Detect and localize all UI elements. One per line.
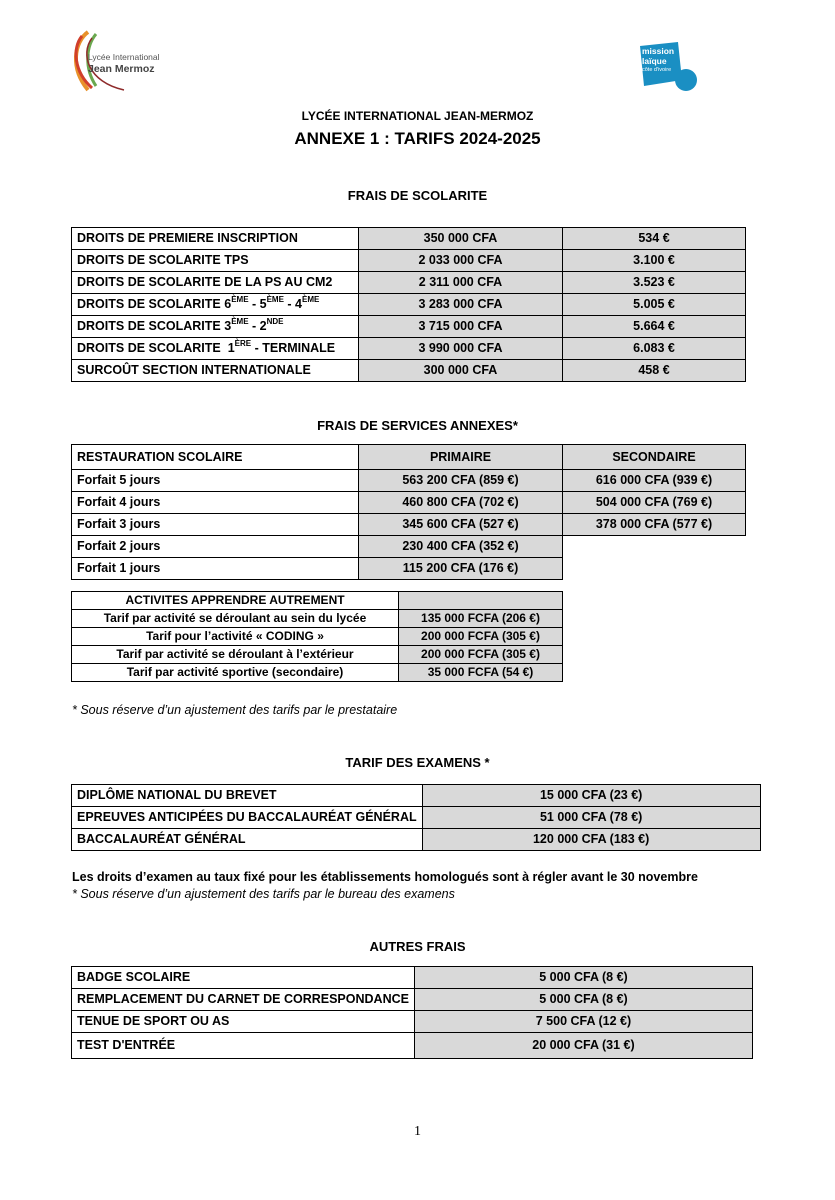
table-row	[72, 536, 746, 558]
row-label: Tarif par activité se déroulant au sein du lycée	[72, 610, 399, 628]
examens-note: * Sous réserve d’un ajustement des tarifs par le bureau des examens	[72, 887, 455, 901]
label-part: - 5	[248, 297, 267, 311]
row-cfa: 3 990 000 CFA	[359, 338, 563, 360]
page-title: ANNEXE 1 : TARIFS 2024-2025	[294, 129, 541, 148]
row-price: 5 000 CFA (8 €)	[414, 967, 752, 989]
row-label: Forfait 4 jours	[72, 492, 359, 514]
activites-header-empty	[399, 592, 563, 610]
row-cfa: 3 715 000 CFA	[359, 316, 563, 338]
row-price: 135 000 FCFA (206 €)	[399, 610, 563, 628]
table-row	[72, 316, 746, 338]
row-cfa: 2 311 000 CFA	[359, 272, 563, 294]
label-sup: NDE	[266, 317, 284, 326]
table-row	[72, 514, 746, 536]
label-part: - TERMINALE	[251, 341, 336, 355]
label-sup: ÈME	[231, 295, 249, 304]
examens-table	[71, 784, 761, 851]
secondaire-header: SECONDAIRE	[563, 445, 746, 470]
row-label: REMPLACEMENT DU CARNET DE CORRESPONDANCE	[72, 989, 415, 1011]
table-row	[72, 338, 746, 360]
autres-title: AUTRES FRAIS	[369, 939, 466, 954]
examens-title: TARIF DES EXAMENS *	[345, 755, 490, 770]
row-cfa: 2 033 000 CFA	[359, 250, 563, 272]
row-label: Tarif par activité sportive (secondaire)	[72, 664, 399, 682]
label-sup: ÈRE	[234, 339, 252, 348]
label-part: DROITS DE SCOLARITE 6	[77, 297, 232, 311]
school-logo-line2: Jean Mermoz	[88, 63, 155, 75]
row-label: Tarif par activité se déroulant à l’extérieur	[72, 646, 399, 664]
table-row	[72, 989, 753, 1011]
table-row	[72, 470, 746, 492]
row-label	[72, 294, 359, 316]
activites-table	[71, 591, 563, 682]
label-part: DROITS DE SCOLARITE 3	[77, 319, 232, 333]
table-row	[72, 646, 563, 664]
row-label: Forfait 2 jours	[72, 536, 359, 558]
label-sup: ÈME	[302, 295, 320, 304]
row-primaire: 460 800 CFA (702 €)	[359, 492, 563, 514]
row-label: Forfait 5 jours	[72, 470, 359, 492]
activites-header: ACTIVITES APPRENDRE AUTREMENT	[72, 592, 399, 610]
row-price: 5 000 CFA (8 €)	[414, 989, 752, 1011]
activites-note: * Sous réserve d’un ajustement des tarifs par le prestataire	[72, 703, 398, 717]
row-label: EPREUVES ANTICIPÉES DU BACCALAURÉAT GÉNÉRAL	[72, 807, 423, 829]
row-label: Tarif pour l’activité « CODING »	[72, 628, 399, 646]
row-price: 200 000 FCFA (305 €)	[399, 646, 563, 664]
row-label: DROITS DE SCOLARITE DE LA PS AU CM2	[72, 272, 359, 294]
row-label: DIPLÔME NATIONAL DU BREVET	[72, 785, 423, 807]
row-secondaire: 504 000 CFA (769 €)	[563, 492, 746, 514]
scolarite-table	[71, 227, 746, 382]
label-part: DROITS DE SCOLARITE 1	[77, 341, 235, 355]
annexes-title: FRAIS DE SERVICES ANNEXES*	[317, 418, 518, 433]
table-row	[72, 610, 563, 628]
row-label: TEST D'ENTRÉE	[72, 1033, 415, 1059]
mission-logo-line2: laïque	[642, 56, 667, 66]
row-secondaire: 378 000 CFA (577 €)	[563, 514, 746, 536]
row-price: 7 500 CFA (12 €)	[414, 1011, 752, 1033]
row-price: 200 000 FCFA (305 €)	[399, 628, 563, 646]
empty-cell	[563, 536, 746, 558]
school-name: LYCÉE INTERNATIONAL JEAN-MERMOZ	[301, 109, 534, 123]
mission-logo-line3: côte d'ivoire	[642, 67, 672, 73]
school-logo	[66, 28, 186, 98]
scolarite-title: FRAIS DE SCOLARITE	[347, 188, 488, 203]
row-eur: 458 €	[563, 360, 746, 382]
row-label	[72, 316, 359, 338]
table-row	[72, 228, 746, 250]
row-primaire: 345 600 CFA (527 €)	[359, 514, 563, 536]
row-label: DROITS DE PREMIERE INSCRIPTION	[72, 228, 359, 250]
row-eur: 3.100 €	[563, 250, 746, 272]
row-label	[72, 338, 359, 360]
row-label: TENUE DE SPORT OU AS	[72, 1011, 415, 1033]
row-price: 15 000 CFA (23 €)	[422, 785, 760, 807]
row-cfa: 350 000 CFA	[359, 228, 563, 250]
row-label: SURCOÛT SECTION INTERNATIONALE	[72, 360, 359, 382]
table-row	[72, 664, 563, 682]
examens-notice: Les droits d’examen au taux fixé pour les établissements homologués sont à régler avant le 30 novembre	[72, 870, 698, 884]
empty-cell	[563, 558, 746, 580]
row-primaire: 115 200 CFA (176 €)	[359, 558, 563, 580]
table-header-row	[72, 445, 746, 470]
row-primaire: 230 400 CFA (352 €)	[359, 536, 563, 558]
row-price: 35 000 FCFA (54 €)	[399, 664, 563, 682]
table-row	[72, 272, 746, 294]
table-row	[72, 294, 746, 316]
row-price: 51 000 CFA (78 €)	[422, 807, 760, 829]
autres-table	[71, 966, 753, 1059]
row-label: BACCALAURÉAT GÉNÉRAL	[72, 829, 423, 851]
row-cfa: 3 283 000 CFA	[359, 294, 563, 316]
row-price: 20 000 CFA (31 €)	[414, 1033, 752, 1059]
label-part: - 2	[248, 319, 267, 333]
table-header-row	[72, 592, 563, 610]
row-label: DROITS DE SCOLARITE TPS	[72, 250, 359, 272]
table-row	[72, 558, 746, 580]
row-price: 120 000 CFA (183 €)	[422, 829, 760, 851]
table-row	[72, 807, 761, 829]
mission-logo	[634, 40, 704, 96]
restauration-header: RESTAURATION SCOLAIRE	[72, 445, 359, 470]
label-sup: ÈME	[266, 295, 284, 304]
table-row	[72, 829, 761, 851]
row-eur: 3.523 €	[563, 272, 746, 294]
label-part: - 4	[283, 297, 302, 311]
row-cfa: 300 000 CFA	[359, 360, 563, 382]
row-label: Forfait 1 jours	[72, 558, 359, 580]
row-eur: 5.664 €	[563, 316, 746, 338]
mission-logo-line1: mission	[642, 46, 675, 56]
school-logo-swirl-icon	[66, 28, 136, 96]
table-row	[72, 785, 761, 807]
restauration-table	[71, 444, 746, 580]
primaire-header: PRIMAIRE	[359, 445, 563, 470]
school-logo-line1: Lycée International	[88, 52, 160, 62]
row-label: BADGE SCOLAIRE	[72, 967, 415, 989]
row-label: Forfait 3 jours	[72, 514, 359, 536]
row-secondaire: 616 000 CFA (939 €)	[563, 470, 746, 492]
table-row	[72, 492, 746, 514]
row-eur: 5.005 €	[563, 294, 746, 316]
table-row	[72, 1011, 753, 1033]
table-row	[72, 1033, 753, 1059]
row-eur: 534 €	[563, 228, 746, 250]
row-primaire: 563 200 CFA (859 €)	[359, 470, 563, 492]
page-number: 1	[414, 1124, 421, 1139]
label-sup: ÈME	[231, 317, 249, 326]
row-eur: 6.083 €	[563, 338, 746, 360]
table-row	[72, 250, 746, 272]
table-row	[72, 628, 563, 646]
table-row	[72, 967, 753, 989]
table-row	[72, 360, 746, 382]
